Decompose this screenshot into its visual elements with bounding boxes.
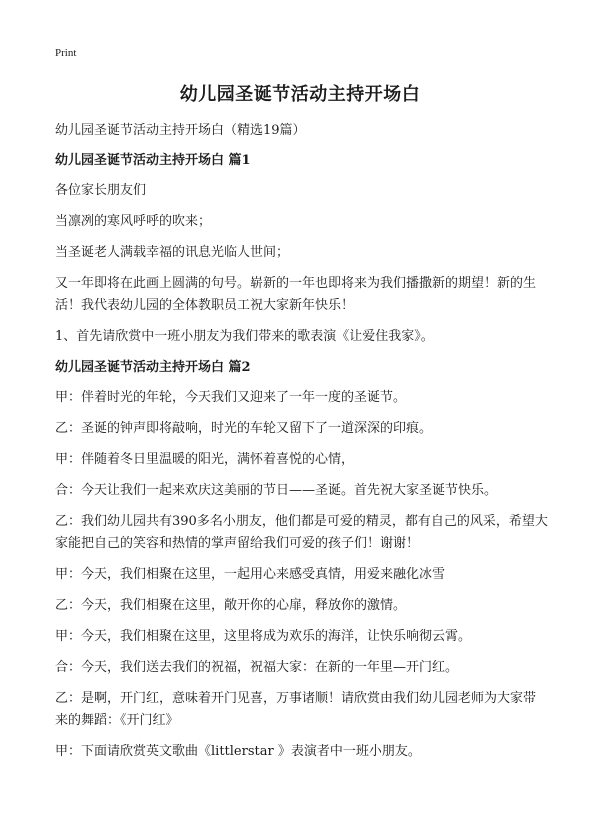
paragraph: 当圣诞老人满载幸福的讯息光临人世间； [55,245,290,260]
dialogue-line: 甲：伴着时光的年轮，今天我们又迎来了一年一度的圣诞节。 [55,390,407,405]
dialogue-line: 合：今天，我们送去我们的祝福，祝福大家：在新的一年里—开门红。 [55,660,459,675]
paragraph: 各位家长朋友们 [55,183,147,198]
dialogue-line: 乙：今天，我们相聚在这里，敞开你的心扉，释放你的激情。 [55,598,407,613]
section-heading-2: 幼儿园圣诞节活动主持开场白 篇2 [55,360,251,375]
print-label: Print [55,47,77,59]
section-heading-1: 幼儿园圣诞节活动主持开场白 篇1 [55,153,251,168]
dialogue-line: 乙：圣诞的钟声即将敲响，时光的车轮又留下了一道深深的印痕。 [55,421,433,436]
dialogue-line: 合：今天让我们一起来欢庆这美丽的节日——圣诞。首先祝大家圣诞节快乐。 [55,483,498,498]
dialogue-line: 甲：伴随着冬日里温暖的阳光，满怀着喜悦的心情， [55,452,355,467]
paragraph: 又一年即将在此画上圆满的句号。崭新的一年也即将来为我们播撒新的期望！新的生活！我代表幼儿园的全体教职员工祝大家新年快乐！ [55,276,537,313]
dialogue-line: 甲：今天，我们相聚在这里，这里将成为欢乐的海洋，让快乐响彻云霄。 [55,629,472,644]
document-body [55,120,548,772]
paragraph: 1、首先请欣赏中一班小朋友为我们带来的歌表演《让爱住我家》。 [55,329,434,344]
dialogue-line: 甲：今天，我们相聚在这里，一起用心来感受真情，用爱来融化冰雪 [55,567,446,582]
dialogue-line: 乙：是啊，开门红，意味着开门见喜，万事诸顺！请欣赏由我们幼儿园老师为大家带来的舞蹈：《开门红》 [55,691,537,728]
dialogue-line: 乙：我们幼儿园共有390多名小朋友，他们都是可爱的精灵，都有自己的风采，希望大家能把自己的笑容和热情的掌声留给我们可爱的孩子们！谢谢！ [55,514,548,551]
dialogue-line: 甲：下面请欣赏英文歌曲《littlerstar 》表演者中一班小朋友。 [55,744,421,759]
paragraph: 当凛冽的寒风呼呼的吹来； [55,214,212,229]
page-title: 幼儿园圣诞节活动主持开场白 [179,84,421,105]
document-subtitle: 幼儿园圣诞节活动主持开场白（精选19篇） [55,123,306,138]
